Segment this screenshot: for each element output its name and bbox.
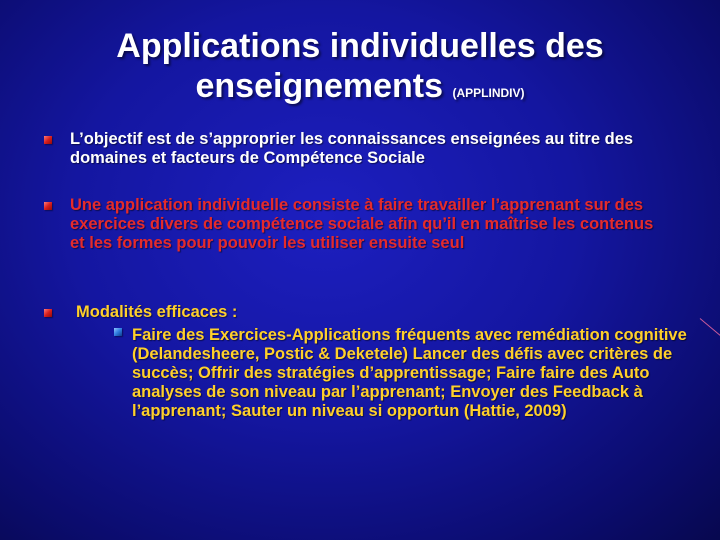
slide-title-suffix: (APPLINDIV) [452, 86, 525, 100]
bullet-modalites: Modalités efficaces : [76, 303, 238, 321]
sub-bullet-square-icon [114, 328, 122, 336]
slide-title [60, 26, 660, 113]
sub-bullet-modalites-detail: Faire des Exercices-Applications fréquents avec remédiation cognitive (Delandesheere, Postic & Deketele) Lancer des défis avec critères de succès; Offrir des stratégies d’apprentissage; Faire faire des Auto analyses de son niveau par l’apprenant; Envoyer des Feedback à l’apprenant; Sauter un niveau si opportun (Hattie, 2009) [132, 326, 687, 420]
slide-title-main: Applications individuelles des enseignements [116, 27, 604, 105]
decorative-line [700, 318, 720, 338]
bullet-square-icon [44, 202, 52, 210]
bullet-application: Une application individuelle consiste à faire travailler l’apprenant sur des exercices divers de compétence sociale afin qu’il en maîtrise les contenus et les formes pour pouvoir les utiliser ensuite seul [70, 196, 654, 252]
bullet-objective: L’objectif est de s’approprier les connaissances enseignées au titre des domaines et facteurs de Compétence Sociale [70, 130, 634, 167]
bullet-square-icon [44, 309, 52, 317]
bullet-square-icon [44, 136, 52, 144]
